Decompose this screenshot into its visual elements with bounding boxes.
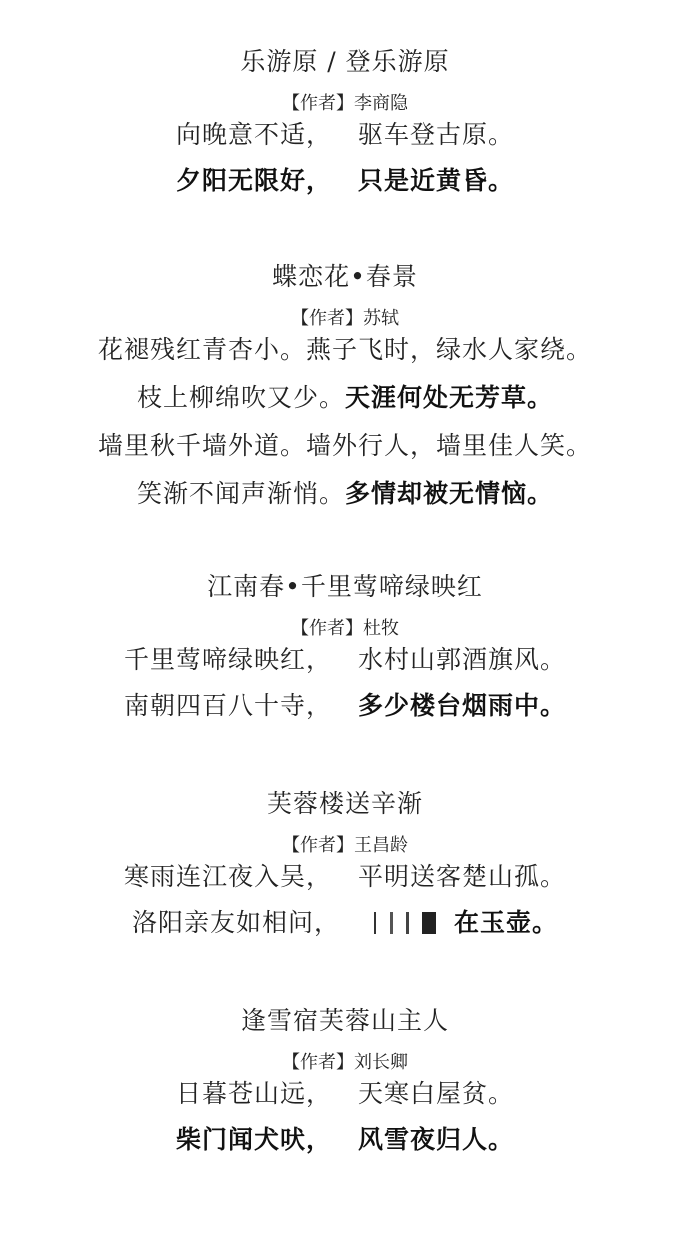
poem-line bbox=[0, 120, 690, 150]
poem-author bbox=[0, 835, 690, 857]
author-label: 【作者】 bbox=[291, 308, 363, 329]
author-label: 【作者】 bbox=[291, 618, 363, 639]
poem-author bbox=[0, 308, 690, 330]
author-label: 【作者】 bbox=[282, 835, 354, 856]
poem-title: 江南春•千里莺啼绿映红 bbox=[207, 572, 483, 601]
watermark-obscured-text bbox=[366, 912, 454, 934]
line-part: 水村山郭酒旗风。 bbox=[358, 645, 567, 674]
author-name: 李商隐 bbox=[354, 93, 408, 114]
line-part: 向晚意不适， bbox=[175, 120, 332, 149]
poem-title: 蝶恋花•春景 bbox=[272, 262, 418, 291]
author-name: 王昌龄 bbox=[354, 835, 408, 856]
author-name: 杜牧 bbox=[363, 618, 399, 639]
poem-line bbox=[0, 431, 690, 461]
line-part: 平明送客楚山孤。 bbox=[358, 862, 567, 891]
poem-author bbox=[0, 93, 690, 115]
line-part: 在玉壶。 bbox=[454, 908, 559, 937]
poem-line bbox=[0, 908, 690, 938]
line-part: 只是近黄昏。 bbox=[358, 166, 515, 195]
author-name: 苏轼 bbox=[363, 308, 399, 329]
line-part: 多少楼台烟雨中。 bbox=[358, 691, 567, 720]
poem-title: 逢雪宿芙蓉山主人 bbox=[240, 1006, 449, 1035]
poem-3 bbox=[0, 572, 690, 721]
poem-line bbox=[0, 166, 690, 196]
line-part: 南朝四百八十寺， bbox=[123, 691, 332, 720]
line-part: 风雪夜归人。 bbox=[358, 1125, 515, 1154]
poem-line bbox=[0, 645, 690, 675]
poem-1 bbox=[0, 47, 690, 196]
line-part: 枝上柳绵吹又少。 bbox=[136, 383, 345, 412]
line-part: 寒雨连江夜入吴， bbox=[123, 862, 332, 891]
poem-title: 乐游原 / 登乐游原 bbox=[240, 47, 450, 76]
line-part: 天寒白屋贫。 bbox=[358, 1079, 515, 1108]
poem-author bbox=[0, 1052, 690, 1074]
line-part: 柴门闻犬吠， bbox=[175, 1125, 332, 1154]
poem-line bbox=[0, 691, 690, 721]
line-part: 天涯何处无芳草。 bbox=[345, 383, 554, 412]
poem-5 bbox=[0, 1006, 690, 1155]
poem-line bbox=[0, 383, 690, 413]
author-label: 【作者】 bbox=[282, 93, 354, 114]
poem-author bbox=[0, 618, 690, 640]
poem-2 bbox=[0, 262, 690, 509]
author-name: 刘长卿 bbox=[354, 1052, 408, 1073]
line-part: 日暮苍山远， bbox=[175, 1079, 332, 1108]
line-part: 花褪残红青杏小。燕子飞时，绿水人家绕。 bbox=[97, 335, 592, 364]
poem-line bbox=[0, 1125, 690, 1155]
line-part: 洛阳亲友如相问， bbox=[131, 908, 340, 937]
poem-title: 芙蓉楼送辛渐 bbox=[266, 789, 423, 818]
line-part: 驱车登古原。 bbox=[358, 120, 515, 149]
line-part: 笑渐不闻声渐悄。 bbox=[136, 479, 345, 508]
author-label: 【作者】 bbox=[282, 1052, 354, 1073]
line-part: 墙里秋千墙外道。墙外行人，墙里佳人笑。 bbox=[97, 431, 592, 460]
line-part: 千里莺啼绿映红， bbox=[123, 645, 332, 674]
line-part: 夕阳无限好， bbox=[175, 166, 332, 195]
poem-line bbox=[0, 862, 690, 892]
poem-line bbox=[0, 335, 690, 365]
line-part: 多情却被无情恼。 bbox=[345, 479, 554, 508]
poem-line bbox=[0, 479, 690, 509]
poem-line bbox=[0, 1079, 690, 1109]
poem-4 bbox=[0, 789, 690, 938]
